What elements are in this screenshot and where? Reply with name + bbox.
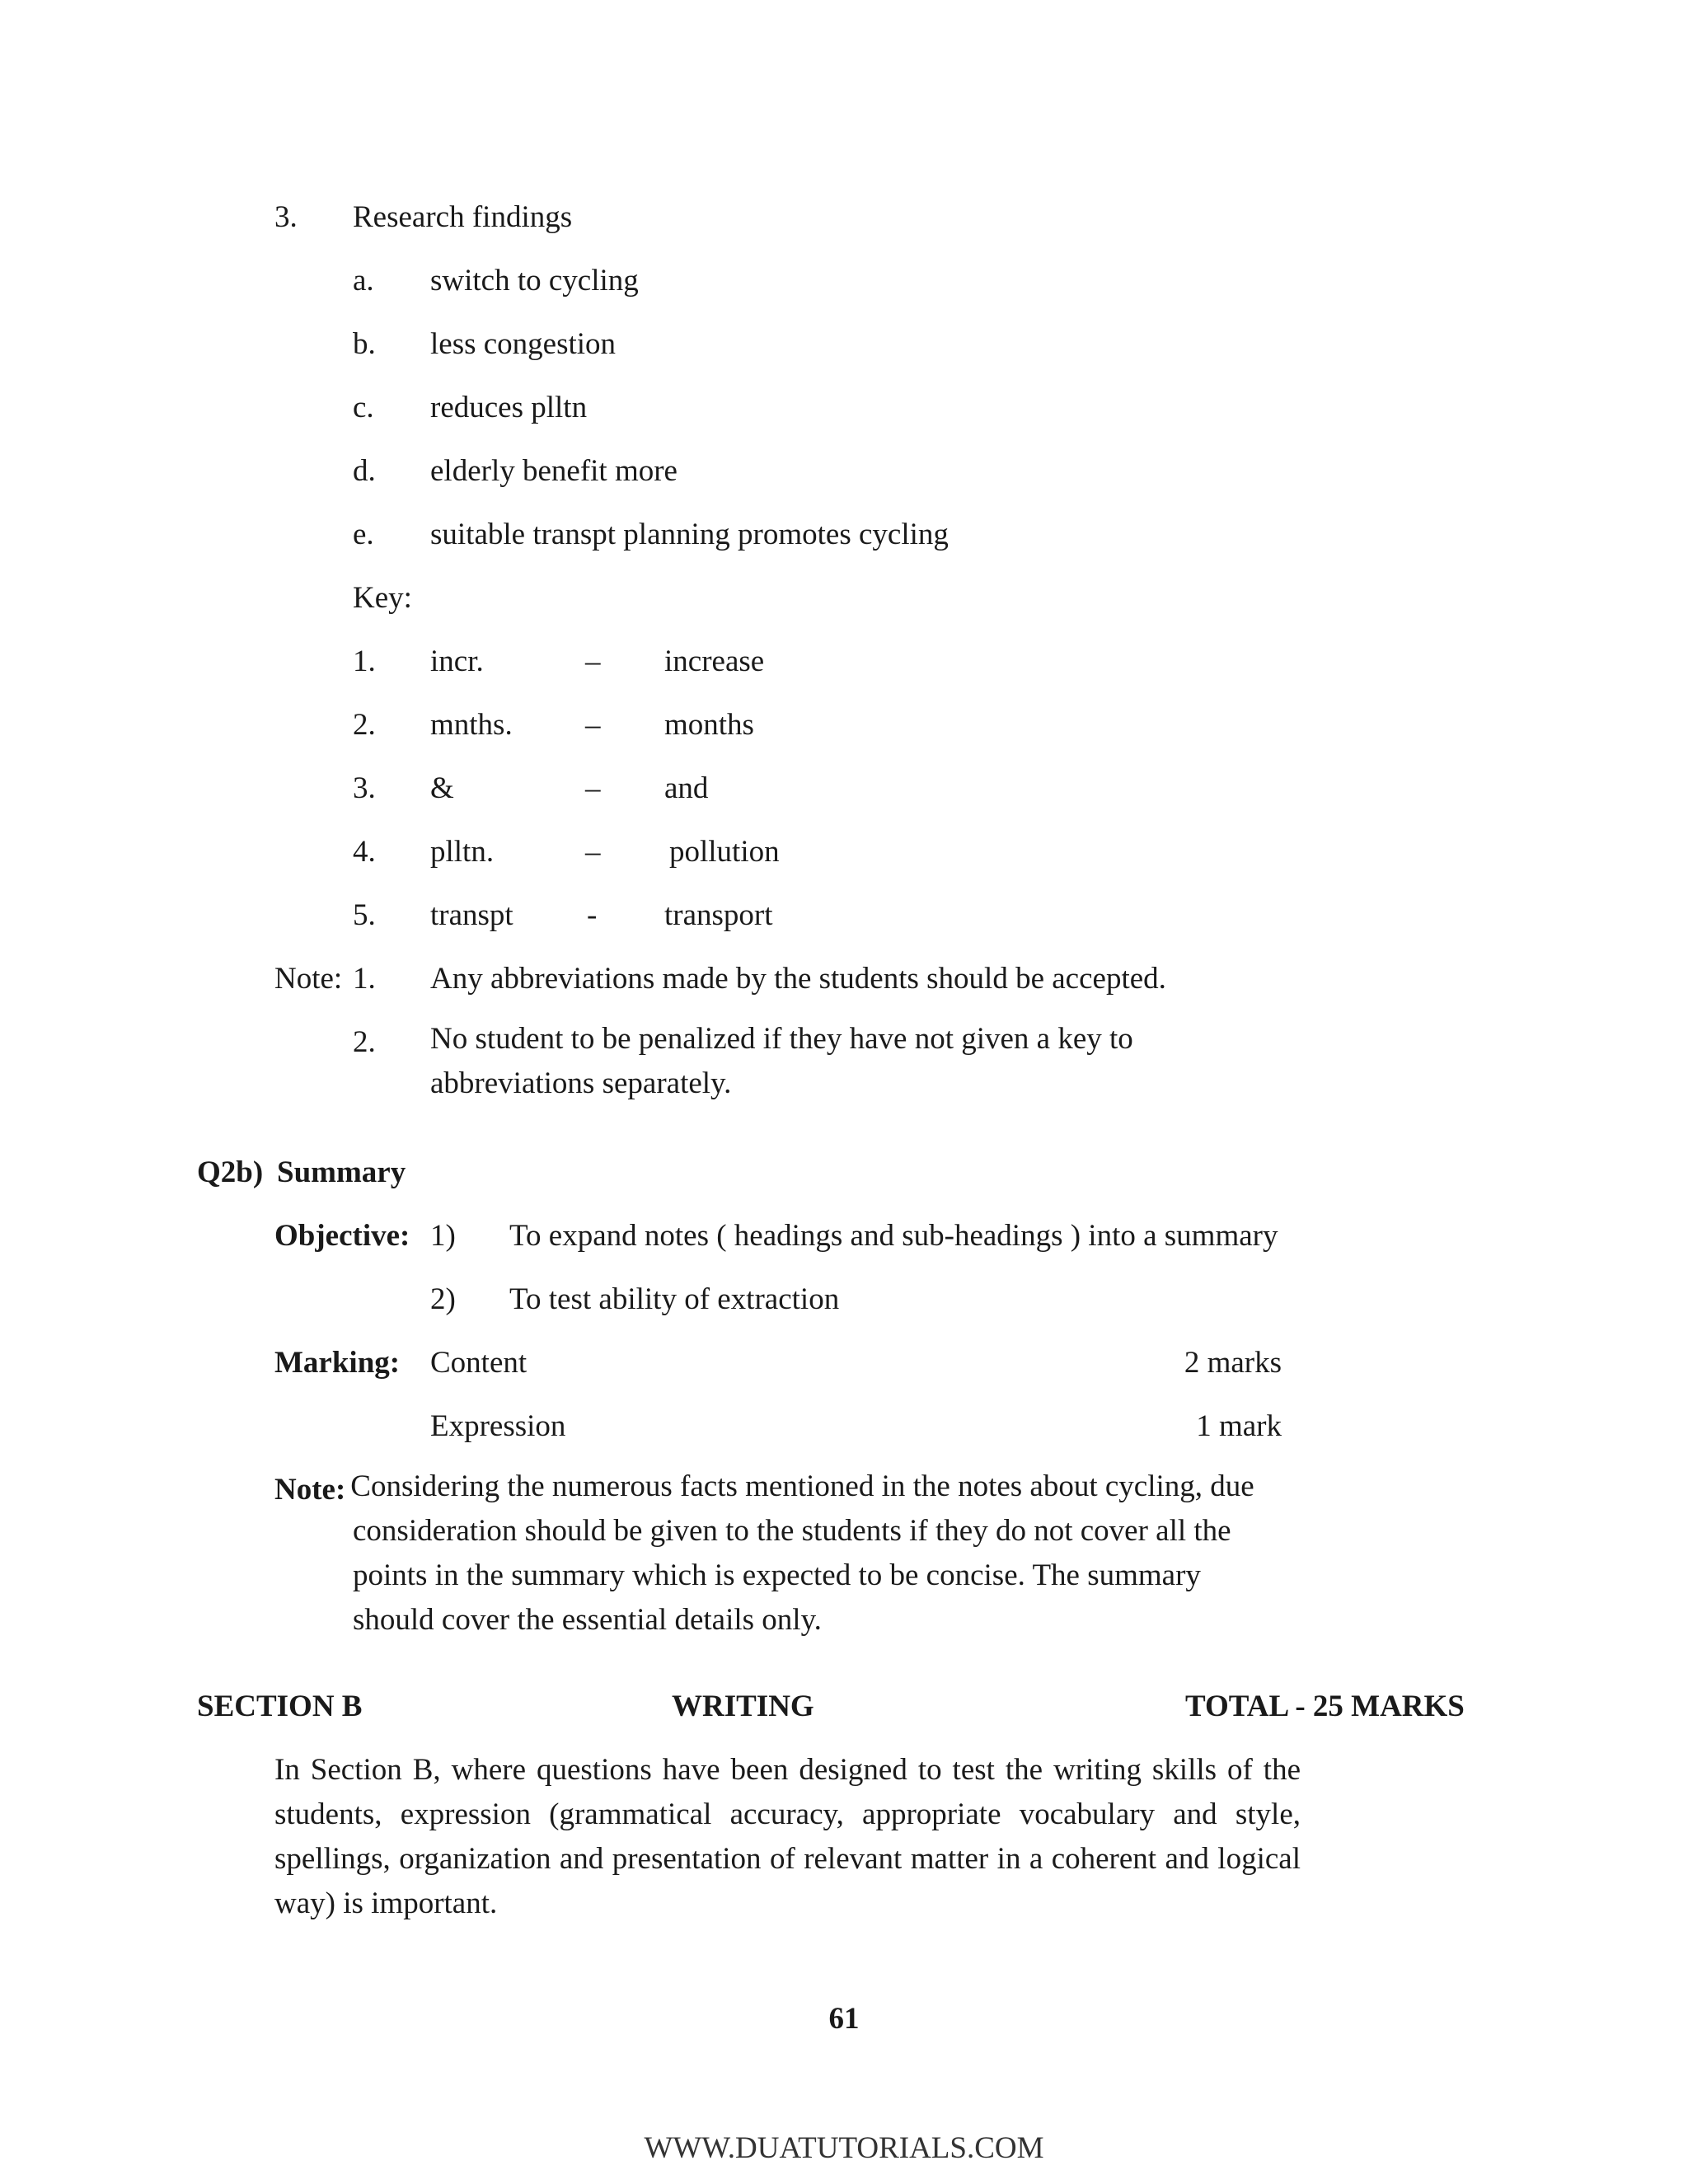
note-num: 2. bbox=[353, 1025, 376, 1059]
question-label: Q2b) bbox=[197, 1155, 264, 1189]
footer-url: WWW.DUATUTORIALS.COM bbox=[644, 2131, 1044, 2165]
key-num: 4. bbox=[353, 835, 376, 869]
section-b-intro: In Section B, where questions have been designed to test the writing skills of the students, expression (grammatical accuracy, appropriate vocabulary and style, spellings, organization and presentation of relevant matter in a coherent and logical way) is important. bbox=[274, 1753, 1301, 1920]
key-num: 5. bbox=[353, 898, 376, 932]
list-item-letter: c. bbox=[353, 391, 374, 424]
key-dash: - bbox=[587, 898, 598, 932]
key-dash: – bbox=[585, 708, 601, 742]
note-num: 1. bbox=[353, 962, 376, 996]
note-label: Note: bbox=[274, 962, 343, 996]
key-abbr: mnths. bbox=[430, 708, 513, 742]
objective-label: Objective: bbox=[274, 1219, 410, 1253]
list-item: less congestion bbox=[430, 327, 617, 361]
list-item: suitable transpt planning promotes cycling bbox=[430, 518, 949, 551]
objective-num: 1) bbox=[430, 1219, 456, 1253]
marking-item: Content bbox=[430, 1346, 528, 1380]
research-number: 3. bbox=[274, 200, 298, 234]
research-heading: Research findings bbox=[353, 200, 573, 234]
key-full: and bbox=[664, 771, 709, 805]
marking-item: Expression bbox=[430, 1409, 566, 1443]
section-b-total: TOTAL - 25 MARKS bbox=[1185, 1690, 1465, 1723]
key-dash: – bbox=[585, 835, 601, 869]
list-item: elderly benefit more bbox=[430, 454, 678, 488]
key-dash: – bbox=[585, 771, 601, 805]
objective-text: To test ability of extraction bbox=[509, 1282, 840, 1316]
list-item: reduces plltn bbox=[430, 391, 588, 424]
key-label: Key: bbox=[353, 581, 412, 615]
key-abbr: incr. bbox=[430, 644, 484, 678]
marking-marks: 1 mark bbox=[1196, 1409, 1282, 1443]
page-number: 61 bbox=[828, 2002, 860, 2036]
objective-text: To expand notes ( headings and sub-headings ) into a summary bbox=[509, 1219, 1278, 1253]
key-num: 3. bbox=[353, 771, 376, 805]
section-b-label: SECTION B bbox=[197, 1690, 363, 1723]
marking-marks: 2 marks bbox=[1184, 1346, 1282, 1380]
key-full: increase bbox=[664, 644, 765, 678]
marking-label: Marking: bbox=[274, 1346, 401, 1380]
key-dash: – bbox=[585, 644, 601, 678]
key-full: pollution bbox=[669, 835, 780, 869]
list-item: switch to cycling bbox=[430, 264, 639, 298]
section-b-title: WRITING bbox=[672, 1690, 814, 1723]
note-text: No student to be penalized if they have not given a key to abbreviations separately. bbox=[430, 1022, 1133, 1100]
list-item-letter: e. bbox=[353, 518, 374, 551]
key-full: months bbox=[664, 708, 754, 742]
key-abbr: plltn. bbox=[430, 835, 495, 869]
summary-note-text: Considering the numerous facts mentioned in the notes about cycling, due consideration should be given to the students if they do not cover all the points in the summary which is expected to be concise. The summary should cover the essential details only. bbox=[350, 1469, 1254, 1637]
list-item-letter: a. bbox=[353, 264, 374, 298]
objective-num: 2) bbox=[430, 1282, 456, 1316]
summary-note-label: Note: bbox=[274, 1473, 346, 1507]
key-num: 2. bbox=[353, 708, 376, 742]
list-item-letter: b. bbox=[353, 327, 376, 361]
note-text: Any abbreviations made by the students should be accepted. bbox=[430, 962, 1166, 996]
section-title: Summary bbox=[277, 1155, 406, 1189]
key-num: 1. bbox=[353, 644, 376, 678]
key-abbr: & bbox=[430, 771, 454, 805]
key-abbr: transpt bbox=[430, 898, 513, 932]
key-full: transport bbox=[664, 898, 773, 932]
list-item-letter: d. bbox=[353, 454, 376, 488]
